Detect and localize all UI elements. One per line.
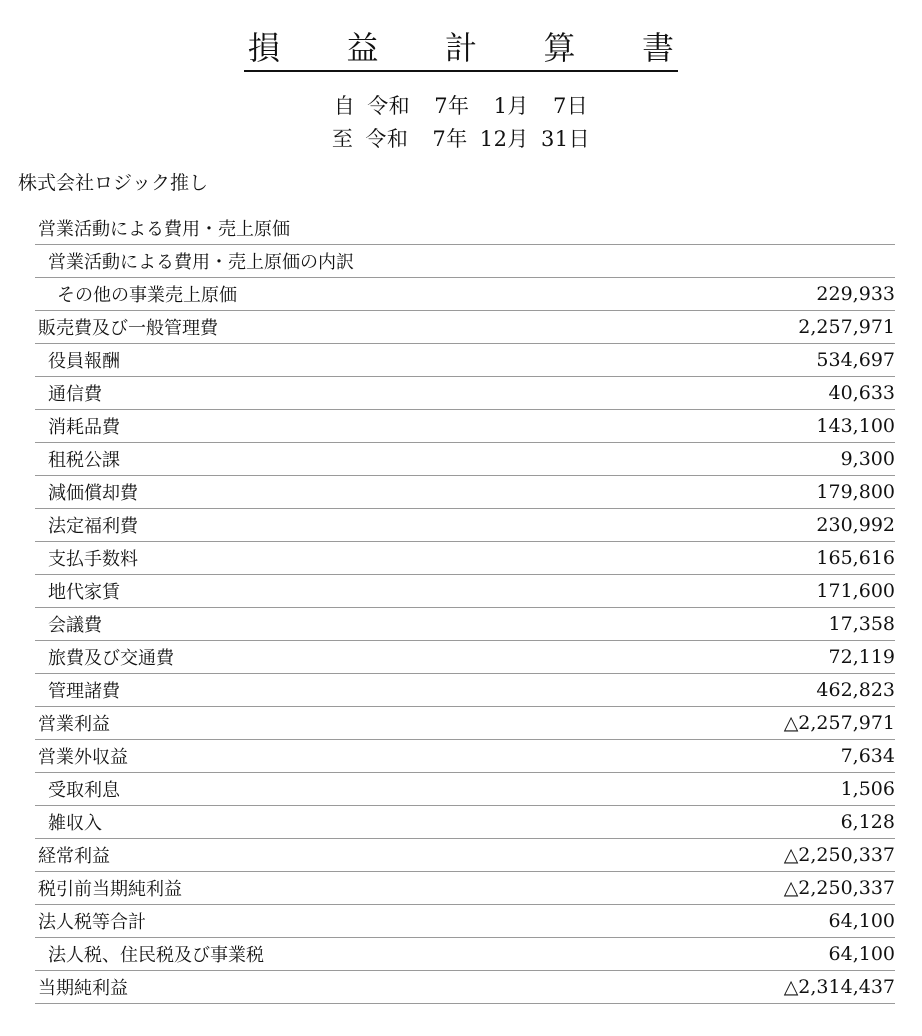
row-value: 1,506 xyxy=(840,778,895,800)
row-value: 7,634 xyxy=(840,745,895,767)
row-value: 40,633 xyxy=(828,382,895,404)
table-row xyxy=(35,938,895,971)
table-row xyxy=(35,674,895,707)
period-from-year: 7年 xyxy=(434,94,470,118)
row-value: 229,933 xyxy=(816,283,895,305)
row-value: 64,100 xyxy=(828,943,895,965)
table-row xyxy=(35,740,895,773)
row-label: 雑収入 xyxy=(48,813,102,834)
row-value: 165,616 xyxy=(816,547,895,569)
table-row xyxy=(35,476,895,509)
table-row xyxy=(35,575,895,608)
table-row xyxy=(35,212,895,245)
period-to-year: 7年 xyxy=(432,127,468,151)
table-row xyxy=(35,971,895,1004)
row-value: 462,823 xyxy=(816,679,895,701)
row-value: 230,992 xyxy=(816,514,895,536)
table-row xyxy=(35,509,895,542)
table-row xyxy=(35,707,895,740)
row-label: 支払手数料 xyxy=(48,549,138,570)
table-row xyxy=(35,377,895,410)
table-row xyxy=(35,872,895,905)
row-value: 2,257,971 xyxy=(798,316,895,338)
title-char: 損 xyxy=(248,29,281,67)
row-label: 会議費 xyxy=(48,615,102,636)
table-row xyxy=(35,608,895,641)
row-label: 役員報酬 xyxy=(48,351,120,372)
period-to-era: 令和 xyxy=(365,127,409,151)
row-label: 営業活動による費用・売上原価の内訳 xyxy=(48,252,354,273)
income-statement-table xyxy=(35,212,895,1004)
title-container xyxy=(0,28,922,72)
table-row xyxy=(35,410,895,443)
period-to-prefix: 至 xyxy=(331,127,354,151)
row-value: 72,119 xyxy=(828,646,895,668)
table-row xyxy=(35,245,895,278)
table-row xyxy=(35,806,895,839)
period-from-era: 令和 xyxy=(367,94,411,118)
row-value: △2,314,437 xyxy=(783,976,895,998)
row-label: 税引前当期純利益 xyxy=(38,879,182,900)
row-label: 地代家賃 xyxy=(48,582,120,603)
table-row xyxy=(35,641,895,674)
row-value: 6,128 xyxy=(840,811,895,833)
title-char: 算 xyxy=(543,29,576,67)
row-label: 旅費及び交通費 xyxy=(48,648,174,669)
period-from xyxy=(0,92,922,120)
row-value: △2,257,971 xyxy=(783,712,895,734)
table-row xyxy=(35,278,895,311)
period-from-month: 1月 xyxy=(493,94,529,118)
period-to xyxy=(0,125,922,153)
row-label: 通信費 xyxy=(48,384,102,405)
title-char: 益 xyxy=(346,29,379,67)
row-label: 受取利息 xyxy=(48,780,120,801)
title-char: 書 xyxy=(641,29,674,67)
period-to-month: 12月 xyxy=(479,127,529,151)
page-title xyxy=(244,28,678,72)
row-label: 法人税等合計 xyxy=(38,912,146,933)
row-label: その他の事業売上原価 xyxy=(57,285,237,306)
row-label: 法定福利費 xyxy=(48,516,138,537)
row-label: 管理諸費 xyxy=(48,681,120,702)
row-label: 営業外収益 xyxy=(38,747,128,768)
row-label: 経常利益 xyxy=(38,846,110,867)
table-row xyxy=(35,344,895,377)
company-name: 株式会社ロジック推し xyxy=(18,172,209,194)
row-value: 64,100 xyxy=(828,910,895,932)
period-from-day: 7日 xyxy=(552,94,589,118)
row-value: 143,100 xyxy=(816,415,895,437)
table-row xyxy=(35,905,895,938)
row-value: 9,300 xyxy=(840,448,895,470)
row-value: 179,800 xyxy=(816,481,895,503)
row-label: 販売費及び一般管理費 xyxy=(38,318,218,339)
period-from-prefix: 自 xyxy=(333,94,356,118)
table-row xyxy=(35,443,895,476)
table-row xyxy=(35,773,895,806)
row-value: 171,600 xyxy=(816,580,895,602)
row-label: 消耗品費 xyxy=(48,417,120,438)
table-row xyxy=(35,542,895,575)
row-value: △2,250,337 xyxy=(783,877,895,899)
row-label: 租税公課 xyxy=(48,450,120,471)
row-value: 17,358 xyxy=(828,613,895,635)
table-row xyxy=(35,311,895,344)
row-label: 減価償却費 xyxy=(48,483,138,504)
row-value: 534,697 xyxy=(816,349,895,371)
table-row xyxy=(35,839,895,872)
row-label: 営業利益 xyxy=(38,714,110,735)
row-label: 営業活動による費用・売上原価 xyxy=(38,219,290,240)
period-to-day: 31日 xyxy=(540,127,591,151)
row-label: 当期純利益 xyxy=(38,978,128,999)
title-char: 計 xyxy=(444,29,477,67)
row-value: △2,250,337 xyxy=(783,844,895,866)
row-label: 法人税、住民税及び事業税 xyxy=(48,945,264,966)
